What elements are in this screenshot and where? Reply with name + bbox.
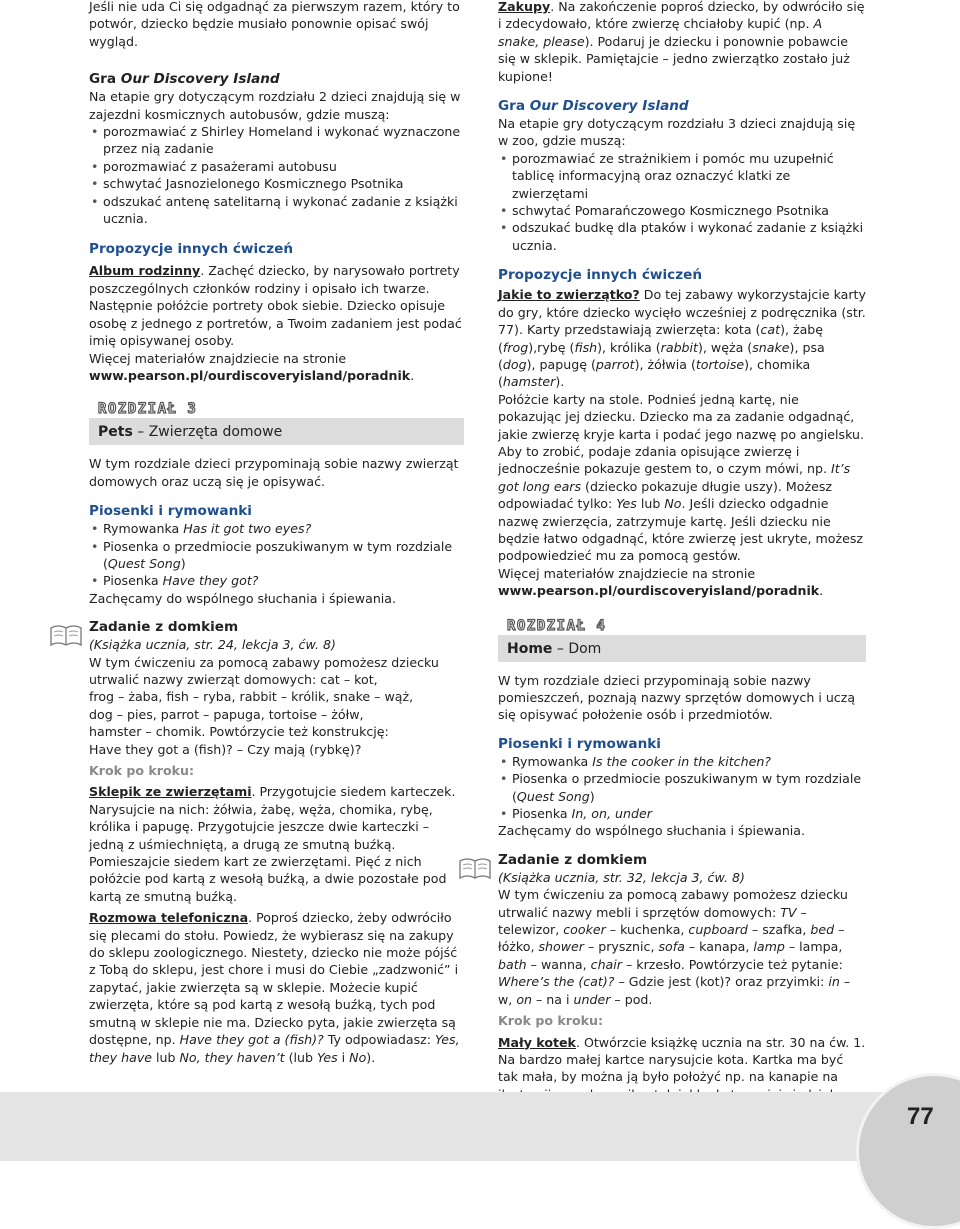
animal-game-rules: Połóżcie karty na stole. Podnieś jedną kartę, nie pokazując jej dziecku. Dziecko ma za zadanie odgadnąć, jakie zwierzę kryje karta i podać jego nazwę po angielsku. Aby to zrobić, podaje zdania opisujące zwierzę i jednocześnie pokazuje gestem to, o czym mówi, np. It’s got long ears (dziecko pokazuje długie uszy). Możesz odpowiadać tylko: Yes lub No. Jeśli dziecko odgadnie nazwę zwierzęcia, zatrzymuje kartę. Jeśli dziecku nie będzie łatwo odgadnąć, które zwierzę jest ukryte, możesz podpowiedzieć mu za pomocą gestów. [498,391,864,564]
open-book-icon [49,622,83,648]
chapter-3-header: ROZDZIAŁ 3 Pets – Zwierzęta domowe [89,396,464,445]
homework-text: W tym ćwiczeniu za pomocą zabawy pomożesz dziecku utrwalić nazwy mebli i sprzętów domowych: TV – telewizor, cooker – kuchenka, cupboard – szafka, bed – łóżko, shower – prysznic, sofa – kanapa, lamp – lampa, bath – wanna, chair – krzesło. Powtórzycie też pytanie: Where’s the (cat)? – Gdzie jest (kot)? oraz przyimki: in – w, on – na i under – pod. [498,887,851,1007]
list-item: • porozmawiać z Shirley Homeland i wykonać wyznaczone przez nią zadanie [89,123,464,158]
chapter-title-en: Pets [98,424,133,441]
list-item: • porozmawiać ze strażnikiem i pomóc mu uzupełnić tablicę informacyjną oraz oznaczyć klatki ze zwierzętami [498,150,866,202]
list-item: • porozmawiać z pasażerami autobusu [89,158,464,175]
activity-title: Jakie to zwierzątko? [498,287,640,303]
songs-outro: Zachęcamy do wspólnego słuchania i śpiewania. [498,823,806,839]
page-number: 77 [907,1103,934,1130]
shop-paragraph: Sklepik ze zwierzętami. Przygotujcie siedem karteczek. Narysujcie na nich: żółwia, żabę, węża, chomika, rybę, królika i papugę. Przygotujcie jeszcze dwie karteczki – jedną z uśmiechniętą, a drugą ze smutną buźką. Pomieszajcie siedem kart ze zwierzętami. Pięć z nich połóżcie pod kartą z wesołą buźką, a dwie pozostałe pod kartą ze smutną buźką. [89,784,456,904]
page-footer-band [0,1092,960,1161]
chapter-intro: W tym rozdziale dzieci przypominają sobie nazwy zwierząt domowych oraz uczą się je opisywać. [89,456,459,489]
homework-line: Have they got a (fish)? – Czy mają (rybkę)? [89,741,362,757]
list-item: • Piosenka o przedmiocie poszukiwanym w tym rozdziale (Quest Song) [498,770,866,805]
list-item: • Piosenka o przedmiocie poszukiwanym w tym rozdziale (Quest Song) [89,538,464,573]
activity-title: Rozmowa telefoniczna [89,910,249,926]
activity-title: Zakupy [498,0,551,14]
chapter-intro: W tym rozdziale dzieci przypominają sobie nazwy pomieszczeń, poznają nazwy sprzętów domowych i uczą się opisywać położenie osób i przedmiotów. [498,672,856,723]
list-item: • odszukać budkę dla ptaków i wykonać zadanie z książki ucznia. [498,219,866,254]
chapter-tag: ROZDZIAŁ 4 [507,617,607,634]
game-task-list [498,150,866,254]
chapter-tag: ROZDZIAŁ 3 [98,401,198,418]
intro-paragraph: Jeśli nie uda Ci się odgadnąć za pierwszym razem, który to potwór, dziecko będzie musiało ponownie opisać swój wygląd. [89,0,460,49]
homework-line: dog – pies, parrot – papuga, tortoise – żółw, [89,706,364,722]
list-item: • Rymowanka Has it got two eyes? [89,520,464,537]
game-task-list [89,123,464,227]
songs-list [498,753,866,823]
list-item: • odszukać antenę satelitarną i wykonać zadanie z książki ucznia. [89,193,464,228]
step-by-step-label: Krok po kroku: [498,1013,604,1029]
animal-game-paragraph: Jakie to zwierzątko? Do tej zabawy wykorzystajcie karty do gry, które dziecko wycięło wcześniej z podręcznika (str. 77). Karty przedstawiają zwierzęta: kota (cat), żabę (frog),rybę (fish), królika (rabbit), węża (snake), psa (dog), papugę (parrot), żółwia (tortoise), chomika (hamster). [498,287,866,390]
right-column: Zakupy. Na zakończenie poproś dziecko, by odwróciło się i zdecydowało, które zwierzę chciałoby kupić (np. A snake, please). Podaruj je dziecku i ponownie pobawcie się w sklepik. Pamiętajcie – jedno zwierzątko zostało już kupione! Gra Our Discovery Island Na etapie gry dotyczącym rozdziału 3 dzieci znajdują się w zoo, gdzie muszą: • porozmawiać ze strażnikiem i pomóc mu uzupełnić tablicę informacyjną oraz oznaczyć klatki ze zwierzętami • schwytać Pomarańczowego Kosmicznego Psotnika • odszukać budkę dla ptaków i wykonać zadanie z książki ucznia. Propozycje innych ćwiczeń Jakie to zwierzątko? Do tej zabawy wykorzystajcie karty do gry, które dziecko wycięło wcześniej z podręcznika (str. 77). Karty przedstawiają zwierzęta: kota (cat), żabę (frog),rybę (fish), królika (rabbit), węża (snake), psa (dog), papugę (parrot), żółwia (tortoise), chomika (hamster). Połóżcie karty na stole. Podnieś jedną kartę, nie pokazując jej dziecku. Dziecko ma za zadanie odgadnąć, jakie zwierzę kryje karta i podać jego nazwę po angielsku. Aby to zrobić, podaje zdania opisujące zwierzę i jednocześnie pokazuje gestem to, o czym mówi, np. It’s got long ears (dziecko pokazuje długie uszy). Możesz odpowiadać tylko: Yes lub No. Jeśli dziecko odgadnie nazwę zwierzęcia, zatrzymuje kartę. Jeśli dziecku nie będzie łatwo odgadnąć, które zwierzę jest ukryte, możesz podpowiedzieć mu za pomocą gestów. Więcej materiałów znajdziecie na stronie www.pearson.pl/ourdiscoveryisland/poradnik. ROZDZIAŁ 4 Home – Dom W tym rozdziale dzieci przypominają sobie nazwy pomieszczeń, poznają nazwy sprzętów domowych i uczą się opisywać położenie osób i przedmiotów. Piosenki i rymowanki • Rymowanka Is the cooker in the kitchen? • Piosenka o przedmiocie poszukiwanym w tym rozdziale (Quest Song) • Piosenka In, on, under Zachęcamy do wspólnego słuchania i śpiewania. Zadanie z domkiem (Książka ucznia, str. 32, lekcja 3, ćw. 8) W tym ćwiczeniu za pomocą zabawy pomożesz dziecku utrwalić nazwy mebli i sprzętów domowych: TV – telewizor, cooker – kuchenka, cupboard – szafka, bed – łóżko, shower – prysznic, sofa – kanapa, lamp – lampa, bath – wanna, chair – krzesło. Powtórzycie też pytanie: Where’s the (cat)? – Gdzie jest (kot)? oraz przyimki: in – w, on – na i under – pod. Krok po kroku: Mały kotek. Otwórzcie książkę ucznia na str. 30 na ćw. 1. Na bardzo małej kartce narysujcie kota. Kartka ma być tak mała, by można ją było położyć np. na kanapie na [498,0,866,1103]
chapter-title-pl: Dom [568,640,602,657]
list-item: • schwytać Jasnozielonego Kosmicznego Psotnika [89,175,464,192]
activity-title: Mały kotek [498,1034,576,1050]
game-heading: Gra Our Discovery Island [89,71,280,88]
left-column: Jeśli nie uda Ci się odgadnąć za pierwszym razem, który to potwór, dziecko będzie musiało ponownie opisać swój wygląd. Gra Our Discovery Island Na etapie gry dotyczącym rozdziału 2 dzieci znajdują się w zajezdni kosmicznych autobusów, gdzie muszą: • porozmawiać z Shirley Homeland i wykonać wyznaczone przez nią zadanie • porozmawiać z pasażerami autobusu • schwytać Jasnozielonego Kosmicznego Psotnika • odszukać antenę satelitarną i wykonać zadanie z książki ucznia. Propozycje innych ćwiczeń Album rodzinny. Zachęć dziecko, by narysowało portrety poszczególnych członków rodziny i opisało ich twarze. Następnie połóżcie portrety obok siebie. Dziecko opisuje osobę z jednego z portretów, a Twoim zadaniem jest podać imię opisywanej osoby. Więcej materiałów znajdziecie na stronie www.pearson.pl/ourdiscoveryisland/poradnik. ROZDZIAŁ 3 Pets – Zwierzęta domowe W tym rozdziale dzieci przypominają sobie nazwy zwierząt domowych oraz uczą się je opisywać. Piosenki i rymowanki • Rymowanka Has it got two eyes? • Piosenka o przedmiocie poszukiwanym w tym rozdziale (Quest Song) • Piosenka Have they got? Zachęcamy do wspólnego słuchania i śpiewania. Zadanie z domkiem (Książka ucznia, str. 24, lekcja 3, ćw. 8) W tym ćwiczeniu za pomocą zabawy pomożesz dziecku utrwalić nazwy zwierząt domowych: cat – kot, frog – żaba, fish – ryba, rabbit – królik, snake – wąż, dog – pies, parrot – papuga, tortoise – żółw, hamster – chomik. Powtórzycie też konstrukcję: Have they got a (fish)? – Czy mają (rybkę)? Krok po kroku: Sklepik ze zwierzętami. Przygotujcie siedem karteczek. Narysujcie na nich: żółwia, żabę, węża, chomika, rybę, królika i papugę. Przygotujcie jeszcze dwie karteczki – jedną z uśmiechniętą, a drugą ze smutną buźką. Pomieszajcie siedem kart ze zwierzętami. Pięć z nich połóżcie pod kartą z wesołą buźką, a dwie pozostałe pod kartą ze smutną buźką. Rozmowa telefoniczna. Poproś dziecko, żeby odwróciło się plecami do stołu. Powiedz, że wybierasz się na zakupy do sklepu zoologicznego. Niestety, dziecko nie może pójść z Tobą do sklepu, jest chore i musi do Ciebie „zadzwonić” i zapytać, jakie zwierzęta są w sklepie. Możecie kupić zwierzęta, które są pod kartą z wesołą buźką, tych pod smutną w sklepie nie ma. Dziecko pyta, jakie zwierzęta są dostępne, np. Have they got a (fish)? Ty odpowiadasz: Yes, they have lub No, they haven’t (lub Yes i No). [89,0,464,1066]
step-by-step-label: Krok po kroku: [89,763,195,778]
homework-line: frog – żaba, fish – ryba, rabbit – królik, snake – wąż, [89,689,414,705]
cat-paragraph: Mały kotek. Otwórzcie książkę ucznia na str. 30 na ćw. 1. Na bardzo małej kartce narysujcie kota. Kartka ma być tak mała, by można ją było położyć np. na kanapie na [498,1034,866,1085]
homework-heading: Zadanie z domkiem [89,619,239,636]
game-intro: Na etapie gry dotyczącym rozdziału 3 dzieci znajdują się w zoo, gdzie muszą: [498,116,856,149]
chapter-4-header: ROZDZIAŁ 4 Home – Dom [498,613,866,662]
homework-line: hamster – chomik. Powtórzycie też konstrukcję: [89,724,389,740]
open-book-icon [458,855,492,881]
phone-paragraph: Rozmowa telefoniczna. Poproś dziecko, żeby odwróciło się plecami do stołu. Powiedz, że wybierasz się na zakupy do sklepu zoologicznego. Niestety, dziecko nie może pójść z Tobą do sklepu, jest chore i musi do Ciebie „zadzwonić” i zapytać, jakie zwierzęta są w sklepie. Możecie kupić zwierzęta, które są pod kartą z wesołą buźką, tych pod smutną w sklepie nie ma. Dziecko pyta, jakie zwierzęta są dostępne, np. Have they got a (fish)? Ty odpowiadasz: Yes, they have lub No, they haven’t (lub Yes i No). [89,910,460,1065]
list-item: • schwytać Pomarańczowego Kosmicznego Psotnika [498,202,866,219]
homework-block [89,618,464,653]
songs-outro: Zachęcamy do wspólnego słuchania i śpiewania. [89,590,397,606]
section-heading: Propozycje innych ćwiczeń [89,241,294,258]
list-item: • Rymowanka Is the cooker in the kitchen? [498,753,866,770]
homework-heading: Zadanie z domkiem [498,851,648,868]
poradnik-link[interactable]: www.pearson.pl/ourdiscoveryisland/poradnik [89,367,411,383]
game-intro: Na etapie gry dotyczącym rozdziału 2 dzieci znajdują się w zajezdni kosmicznych autobusów, gdzie muszą: [89,89,461,122]
more-materials: Więcej materiałów znajdziecie na stronie [498,565,756,581]
section-heading: Propozycje innych ćwiczeń [498,267,703,284]
homework-line: W tym ćwiczeniu za pomocą zabawy pomożesz dziecku [89,654,439,670]
activity-title: Album rodzinny [89,263,201,279]
chapter-title-pl: Zwierzęta domowe [148,424,283,441]
homework-ref: (Książka ucznia, str. 32, lekcja 3, ćw. 8) [498,869,745,885]
shopping-paragraph: Zakupy. Na zakończenie poproś dziecko, by odwróciło się i zdecydowało, które zwierzę chciałoby kupić (np. A snake, please). Podaruj je dziecku i ponownie pobawcie się w sklepik. Pamiętajcie – jedno zwierzątko zostało już kupione! [498,0,865,84]
songs-heading: Piosenki i rymowanki [89,503,252,520]
game-heading: Gra Our Discovery Island [498,98,689,115]
homework-ref: (Książka ucznia, str. 24, lekcja 3, ćw. 8) [89,637,336,653]
songs-heading: Piosenki i rymowanki [498,735,661,752]
list-item: • Piosenka In, on, under [498,805,866,822]
more-materials: Więcej materiałów znajdziecie na stronie [89,350,347,366]
activity-title: Sklepik ze zwierzętami [89,784,252,800]
homework-block [498,851,866,886]
poradnik-link[interactable]: www.pearson.pl/ourdiscoveryisland/poradnik [498,583,820,599]
chapter-title-en: Home [507,640,553,657]
album-paragraph: Album rodzinny. Zachęć dziecko, by narysowało portrety poszczególnych członków rodziny i opisało ich twarze. Następnie połóżcie portrety obok siebie. Dziecko opisuje osobę z jednego z portretów, a Twoim zadaniem jest podać imię opisywanej osoby. [89,263,462,349]
list-item: • Piosenka Have they got? [89,572,464,589]
homework-line: utrwalić nazwy zwierząt domowych: cat – kot, [89,671,378,687]
songs-list [89,520,464,590]
